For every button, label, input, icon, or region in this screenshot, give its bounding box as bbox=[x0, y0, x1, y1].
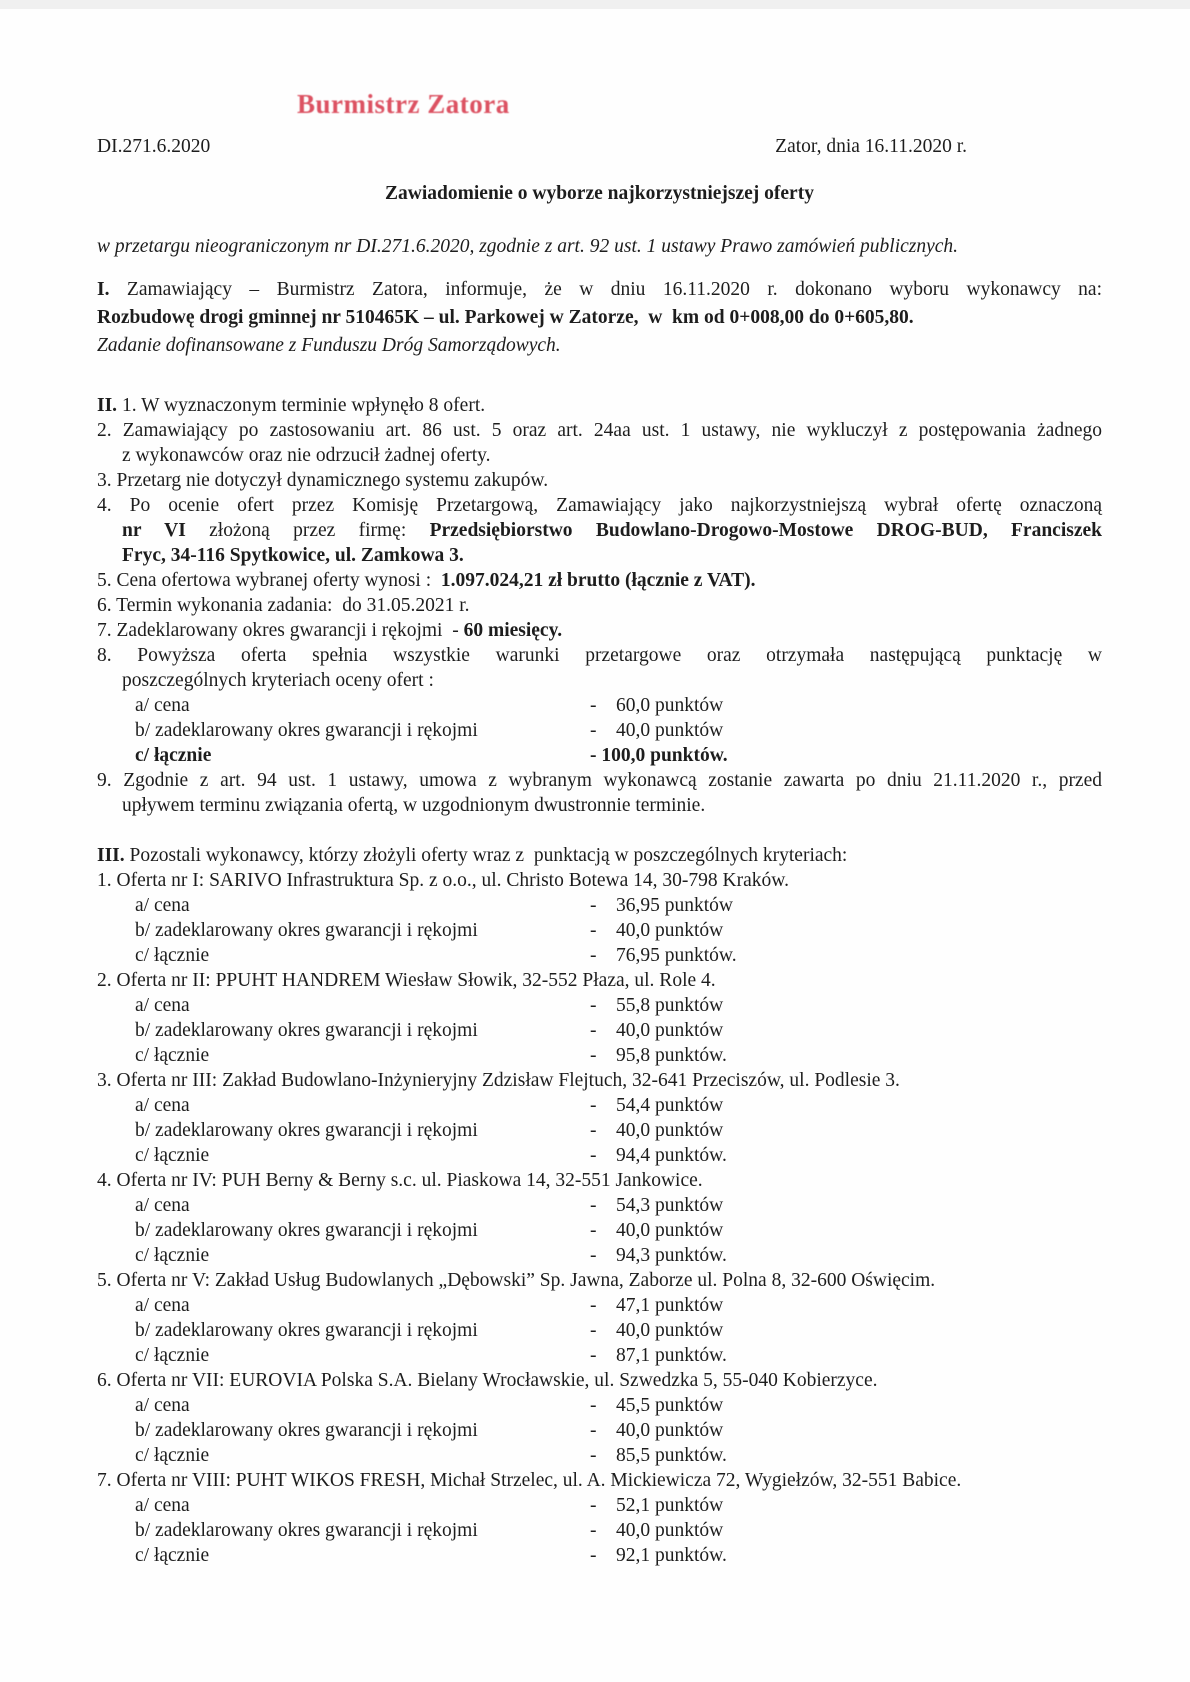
criterion-value: - 40,0 punktów bbox=[590, 1020, 724, 1041]
criterion-row bbox=[97, 1143, 1102, 1168]
criterion-label: b/ zadeklarowany okres gwarancji i rękojmi bbox=[135, 1020, 478, 1041]
criterion-value: - 76,95 punktów. bbox=[590, 945, 737, 966]
criterion-row bbox=[97, 943, 1102, 968]
criterion-value: - 55,8 punktów bbox=[590, 995, 724, 1016]
criterion-value: - 52,1 punktów bbox=[590, 1495, 724, 1516]
criterion-value: - 47,1 punktów bbox=[590, 1295, 724, 1316]
section-2-item-5 bbox=[97, 568, 1102, 593]
section-2-item-4-line-1: 4. Po ocenie ofert przez Komisję Przetargową, Zamawiający jako najkorzystniejszą wybrał ofertę oznaczoną bbox=[97, 495, 1102, 516]
criterion-label: a/ cena bbox=[135, 1195, 190, 1216]
criterion-label: a/ cena bbox=[135, 1495, 190, 1516]
offer-title: 3. Oferta nr III: Zakład Budowlano-Inżynieryjny Zdzisław Flejtuch, 32-641 Przeciszów, ul. Podlesie 3. bbox=[97, 1070, 900, 1091]
criterion-label: a/ cena bbox=[135, 995, 190, 1016]
section-2-item-7 bbox=[97, 618, 1102, 643]
section-2-item-8-line-2: poszczególnych kryteriach oceny ofert : bbox=[122, 670, 434, 691]
criterion-value: - 40,0 punktów bbox=[590, 1120, 724, 1141]
section-2-item-9-line-2: upływem terminu związania ofertą, w uzgodnionym dwustronnie terminie. bbox=[122, 795, 706, 816]
criterion-label: c/ łącznie bbox=[135, 945, 210, 966]
criterion-label: c/ łącznie bbox=[135, 1245, 210, 1266]
criterion-label: b/ zadeklarowany okres gwarancji i rękojmi bbox=[135, 1120, 478, 1141]
document-title: Zawiadomienie o wyborze najkorzystniejszej oferty bbox=[385, 183, 814, 204]
criterion-value: - 40,0 punktów bbox=[590, 1320, 724, 1341]
criterion-row bbox=[97, 1443, 1102, 1468]
section-3-heading-text: Pozostali wykonawcy, którzy złożyli oferty wraz z punktacją w poszczególnych kryteriach: bbox=[124, 845, 848, 866]
offer-block bbox=[97, 868, 1102, 968]
winning-offer-number: nr VI bbox=[122, 520, 186, 541]
section-2-item-1-text: 1. W wyznaczonym terminie wpłynęło 8 ofert. bbox=[117, 395, 486, 416]
criterion-row bbox=[97, 1043, 1102, 1068]
winning-company-address: Fryc, 34-116 Spytkowice, ul. Zamkowa 3. bbox=[122, 545, 464, 566]
criterion-value: - 45,5 punktów bbox=[590, 1395, 724, 1416]
offer-block bbox=[97, 1468, 1102, 1568]
offer-block bbox=[97, 1068, 1102, 1168]
section-3-heading bbox=[97, 843, 1102, 868]
criterion-row bbox=[97, 1243, 1102, 1268]
criterion-row bbox=[97, 1543, 1102, 1568]
place-and-date: Zator, dnia 16.11.2020 r. bbox=[775, 136, 967, 157]
criterion-label: b/ zadeklarowany okres gwarancji i rękojmi bbox=[135, 1420, 478, 1441]
criterion-row bbox=[97, 1093, 1102, 1118]
section-1-intro bbox=[97, 276, 1102, 304]
section-2-item-4-mid: złożoną przez firmę: bbox=[185, 520, 430, 541]
funding-note: Zadanie dofinansowane z Funduszu Dróg Samorządowych. bbox=[97, 335, 561, 356]
criterion-value: - 40,0 punktów bbox=[590, 1220, 724, 1241]
warranty-value: 60 miesięcy. bbox=[463, 620, 563, 641]
criterion-row bbox=[97, 893, 1102, 918]
offer-title: 7. Oferta nr VIII: PUHT WIKOS FRESH, Michał Strzelec, ul. A. Mickiewicza 72, Wygiełzów, 32-551 Babice. bbox=[97, 1470, 962, 1491]
mayor-stamp: Burmistrz Zatora bbox=[297, 89, 510, 119]
winning-company-name: Przedsiębiorstwo Budowlano-Drogowo-Mostowe DROG-BUD, Franciszek bbox=[429, 520, 1102, 541]
scan-artifact-top bbox=[0, 0, 1190, 9]
offer-title: 6. Oferta nr VII: EUROVIA Polska S.A. Bielany Wrocławskie, ul. Szwedzka 5, 55-040 Kobierzyce. bbox=[97, 1370, 878, 1391]
criterion-value: - 40,0 punktów bbox=[590, 1420, 724, 1441]
criterion-row bbox=[97, 1343, 1102, 1368]
criterion-row bbox=[97, 1118, 1102, 1143]
section-1-intro-text: Zamawiający – Burmistrz Zatora, informuje, że w dniu 16.11.2020 r. dokonano wyboru wykonawcy na: bbox=[109, 279, 1102, 300]
section-1-numeral: I. bbox=[97, 279, 110, 300]
section-2-item-1 bbox=[97, 393, 1102, 418]
offer-title: 5. Oferta nr V: Zakład Usług Budowlanych „Dębowski” Sp. Jawna, Zaborze ul. Polna 8, 32-600 Oświęcim. bbox=[97, 1270, 936, 1291]
criterion-row bbox=[97, 1418, 1102, 1443]
section-2-item-2-line-2: z wykonawców oraz nie odrzucił żadnej oferty. bbox=[122, 445, 491, 466]
offer-block bbox=[97, 1268, 1102, 1368]
criterion-label: b/ zadeklarowany okres gwarancji i rękojmi bbox=[135, 1320, 478, 1341]
criterion-label: a/ cena bbox=[135, 895, 190, 916]
section-3 bbox=[97, 843, 1102, 1568]
criterion-value: - 100,0 punktów. bbox=[590, 745, 728, 766]
criterion-row bbox=[97, 1218, 1102, 1243]
offer-price: 1.097.024,21 zł brutto (łącznie z VAT). bbox=[440, 570, 756, 591]
criterion-row bbox=[97, 1293, 1102, 1318]
criterion-value: - 60,0 punktów bbox=[590, 695, 724, 716]
offer-block bbox=[97, 1368, 1102, 1468]
criterion-row bbox=[97, 693, 1102, 718]
criterion-value: - 94,3 punktów. bbox=[590, 1245, 727, 1266]
criterion-label: c/ łącznie bbox=[135, 1045, 210, 1066]
document-subtitle: w przetargu nieograniczonym nr DI.271.6.2020, zgodnie z art. 92 ust. 1 ustawy Prawo zamówień publicznych. bbox=[97, 236, 959, 257]
criterion-label: a/ cena bbox=[135, 695, 190, 716]
criterion-row-total bbox=[97, 743, 1102, 768]
header-row bbox=[97, 134, 1102, 159]
criterion-value: - 94,4 punktów. bbox=[590, 1145, 727, 1166]
criterion-label: b/ zadeklarowany okres gwarancji i rękojmi bbox=[135, 1520, 478, 1541]
criterion-label: c/ łącznie bbox=[135, 745, 212, 766]
reference-number: DI.271.6.2020 bbox=[97, 136, 211, 157]
criterion-value: - 87,1 punktów. bbox=[590, 1345, 727, 1366]
criterion-label: c/ łącznie bbox=[135, 1345, 210, 1366]
criterion-value: - 54,4 punktów bbox=[590, 1095, 724, 1116]
project-name: Rozbudowę drogi gminnej nr 510465K – ul. Parkowej w Zatorze, w km od 0+008,00 do 0+605,80. bbox=[97, 307, 914, 328]
criterion-value: - 85,5 punktów. bbox=[590, 1445, 727, 1466]
criterion-row bbox=[97, 1518, 1102, 1543]
section-1 bbox=[97, 276, 1102, 360]
criterion-row bbox=[97, 918, 1102, 943]
section-2 bbox=[97, 393, 1102, 818]
section-2-item-9-line-1: 9. Zgodnie z art. 94 ust. 1 ustawy, umowa z wybranym wykonawcą zostanie zawarta po dniu 21.11.2020 r., przed bbox=[97, 770, 1102, 791]
section-2-item-3: 3. Przetarg nie dotyczył dynamicznego systemu zakupów. bbox=[97, 470, 549, 491]
offer-block bbox=[97, 968, 1102, 1068]
offer-title: 2. Oferta nr II: PPUHT HANDREM Wiesław Słowik, 32-552 Płaza, ul. Role 4. bbox=[97, 970, 716, 991]
offer-title: 4. Oferta nr IV: PUH Berny & Berny s.c. ul. Piaskowa 14, 32-551 Jankowice. bbox=[97, 1170, 703, 1191]
criterion-label: a/ cena bbox=[135, 1395, 190, 1416]
document-content bbox=[0, 89, 1190, 1568]
criterion-label: c/ łącznie bbox=[135, 1545, 210, 1566]
criterion-label: c/ łącznie bbox=[135, 1145, 210, 1166]
criterion-row bbox=[97, 1493, 1102, 1518]
section-2-item-2-line-1: 2. Zamawiający po zastosowaniu art. 86 ust. 5 oraz art. 24aa ust. 1 ustawy, nie wykluczył z postępowania żadnego bbox=[97, 420, 1102, 441]
criterion-label: c/ łącznie bbox=[135, 1445, 210, 1466]
criterion-value: - 40,0 punktów bbox=[590, 1520, 724, 1541]
criterion-label: a/ cena bbox=[135, 1095, 190, 1116]
criterion-label: b/ zadeklarowany okres gwarancji i rękojmi bbox=[135, 1220, 478, 1241]
criterion-row bbox=[97, 1018, 1102, 1043]
section-3-numeral: III. bbox=[97, 845, 125, 866]
criterion-value: - 40,0 punktów bbox=[590, 920, 724, 941]
criterion-row bbox=[97, 1393, 1102, 1418]
criterion-value: - 95,8 punktów. bbox=[590, 1045, 727, 1066]
section-2-item-4-line-2 bbox=[97, 518, 1102, 543]
offer-block bbox=[97, 1168, 1102, 1268]
offer-title: 1. Oferta nr I: SARIVO Infrastruktura Sp. z o.o., ul. Christo Botewa 14, 30-798 Kraków. bbox=[97, 870, 789, 891]
criterion-row bbox=[97, 993, 1102, 1018]
criterion-row bbox=[97, 1318, 1102, 1343]
warranty-label: 7. Zadeklarowany okres gwarancji i rękojmi - bbox=[97, 620, 464, 641]
completion-deadline: 6. Termin wykonania zadania: do 31.05.2021 r. bbox=[97, 595, 470, 616]
criterion-row bbox=[97, 718, 1102, 743]
criterion-label: b/ zadeklarowany okres gwarancji i rękojmi bbox=[135, 720, 478, 741]
criterion-row bbox=[97, 1193, 1102, 1218]
criterion-value: - 40,0 punktów bbox=[590, 720, 724, 741]
section-2-item-8-line-1: 8. Powyższa oferta spełnia wszystkie warunki przetargowe oraz otrzymała następującą punktację w bbox=[97, 645, 1102, 666]
section-2-numeral: II. bbox=[97, 395, 118, 416]
criterion-value: - 36,95 punktów bbox=[590, 895, 733, 916]
criterion-label: b/ zadeklarowany okres gwarancji i rękojmi bbox=[135, 920, 478, 941]
criterion-value: - 92,1 punktów. bbox=[590, 1545, 727, 1566]
criterion-value: - 54,3 punktów bbox=[590, 1195, 724, 1216]
criterion-label: a/ cena bbox=[135, 1295, 190, 1316]
price-label: 5. Cena ofertowa wybranej oferty wynosi : bbox=[97, 570, 441, 591]
